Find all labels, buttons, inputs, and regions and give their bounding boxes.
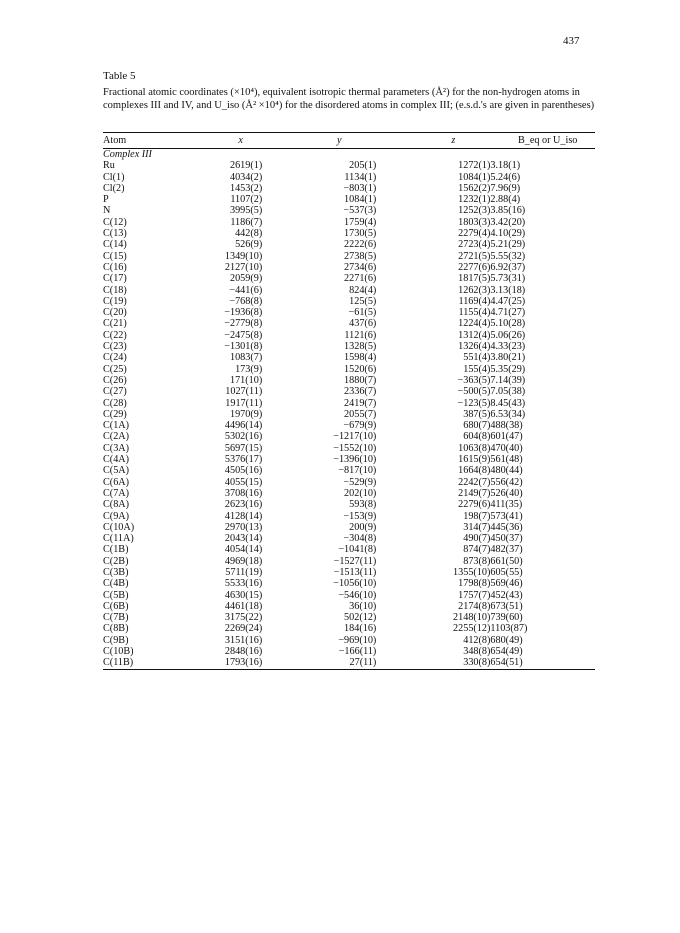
cell-z: 874(7) — [463, 544, 491, 556]
cell-b: 739(60) — [490, 612, 523, 624]
cell-y: 27(11) — [349, 657, 377, 669]
header-row — [103, 133, 595, 149]
cell-atom: C(22) — [103, 329, 127, 341]
cell-z: 1155(4) — [458, 307, 491, 319]
cell-atom: C(23) — [103, 341, 127, 353]
cell-b: 4.10(29) — [490, 228, 526, 240]
cell-atom: C(21) — [103, 318, 127, 330]
table-row — [103, 364, 595, 375]
cell-z: 1757(7) — [458, 589, 491, 601]
cell-x: 4505(16) — [224, 465, 263, 477]
cell-z: 155(4) — [463, 363, 491, 375]
cell-x: 5711(19) — [225, 566, 263, 578]
cell-x: 3151(16) — [224, 634, 263, 646]
cell-z: 1803(3) — [458, 216, 491, 228]
cell-y: −537(3) — [343, 205, 377, 217]
cell-z: 2279(6) — [458, 499, 491, 511]
header-z: z — [451, 135, 456, 146]
cell-atom: C(10A) — [103, 521, 135, 533]
cell-y: −61(5) — [348, 307, 377, 319]
cell-z: 604(8) — [463, 431, 491, 443]
cell-b: 411(35) — [490, 499, 523, 511]
cell-x: −1301(8) — [224, 341, 263, 353]
section-label: Complex III — [103, 149, 152, 160]
cell-z: 1232(1) — [458, 194, 491, 206]
table-row — [103, 556, 595, 567]
table-row — [103, 443, 595, 454]
cell-b: 7.96(9) — [490, 182, 521, 194]
table-row — [103, 341, 595, 352]
table-row — [103, 217, 595, 228]
cell-x: 2269(24) — [224, 623, 263, 635]
cell-atom: C(13) — [103, 228, 127, 240]
table-row — [103, 352, 595, 363]
cell-x: 4969(18) — [224, 555, 263, 567]
header-y: y — [337, 135, 342, 146]
table-row — [103, 590, 595, 601]
cell-y: −153(9) — [343, 510, 377, 522]
cell-b: 569(46) — [490, 578, 523, 590]
cell-atom: Ru — [103, 160, 115, 172]
cell-z: 1798(8) — [458, 578, 491, 590]
cell-atom: C(8A) — [103, 499, 130, 511]
cell-atom: C(20) — [103, 307, 127, 319]
cell-b: 526(40) — [490, 487, 523, 499]
cell-x: 4055(15) — [224, 476, 263, 488]
cell-atom: C(4B) — [103, 578, 129, 590]
table-row — [103, 511, 595, 522]
cell-atom: N — [103, 205, 111, 217]
table-row — [103, 488, 595, 499]
table-row — [103, 544, 595, 555]
cell-x: 173(9) — [235, 363, 263, 375]
cell-x: 2970(13) — [224, 521, 263, 533]
table-row — [103, 567, 595, 578]
cell-x: 2127(10) — [224, 261, 263, 273]
cell-z: 1169(4) — [458, 295, 491, 307]
cell-z: 2279(4) — [458, 228, 491, 240]
cell-y: 2734(6) — [344, 261, 377, 273]
cell-y: 1520(6) — [344, 363, 377, 375]
cell-z: 490(7) — [463, 533, 491, 545]
cell-y: 2336(7) — [344, 386, 377, 398]
cell-atom: C(29) — [103, 408, 127, 420]
cell-z: 348(8) — [463, 646, 491, 658]
cell-atom: C(17) — [103, 273, 127, 285]
table-row — [103, 183, 595, 194]
cell-b: 452(43) — [490, 589, 523, 601]
cell-b: 4.71(27) — [490, 307, 526, 319]
cell-atom: C(15) — [103, 250, 127, 262]
cell-y: −817(10) — [338, 465, 377, 477]
cell-atom: C(2A) — [103, 431, 130, 443]
cell-y: 1134(1) — [344, 171, 377, 183]
cell-atom: C(12) — [103, 216, 127, 228]
cell-z: 198(7) — [463, 510, 491, 522]
cell-b: 445(36) — [490, 521, 523, 533]
table-row — [103, 375, 595, 386]
cell-x: 1107(2) — [230, 194, 263, 206]
table-row — [103, 239, 595, 250]
cell-z: 1326(4) — [458, 341, 491, 353]
atomic-coordinates-table — [103, 132, 595, 670]
cell-z: −500(5) — [457, 386, 491, 398]
cell-y: 202(10) — [344, 487, 377, 499]
cell-z: 2242(7) — [458, 476, 491, 488]
cell-y: −969(10) — [338, 634, 377, 646]
cell-y: −1217(10) — [333, 431, 377, 443]
cell-atom: C(14) — [103, 239, 127, 251]
cell-z: 2174(8) — [458, 600, 491, 612]
cell-b: 5.06(26) — [490, 329, 526, 341]
cell-x: 2043(14) — [224, 533, 263, 545]
cell-x: 1186(7) — [230, 216, 263, 228]
cell-b: 605(55) — [490, 566, 523, 578]
table-row — [103, 398, 595, 409]
cell-atom: C(7A) — [103, 487, 130, 499]
cell-y: −679(9) — [343, 420, 377, 432]
cell-atom: C(8B) — [103, 623, 129, 635]
table-row — [103, 533, 595, 544]
cell-x: 171(10) — [229, 374, 263, 386]
cell-atom: C(28) — [103, 397, 127, 409]
cell-z: 1224(4) — [458, 318, 491, 330]
cell-x: 526(9) — [235, 239, 263, 251]
cell-b: 6.53(34) — [490, 408, 526, 420]
table-row — [103, 228, 595, 239]
cell-y: 2055(7) — [344, 408, 377, 420]
cell-b: 573(41) — [490, 510, 523, 522]
table-header — [103, 133, 595, 149]
cell-x: 3708(16) — [224, 487, 263, 499]
table-row — [103, 251, 595, 262]
table-row — [103, 409, 595, 420]
cell-z: 1252(3) — [458, 205, 491, 217]
cell-y: 1084(1) — [344, 194, 377, 206]
cell-z: 1615(9) — [458, 454, 491, 466]
cell-b: 654(49) — [490, 646, 523, 658]
table-row — [103, 318, 595, 329]
table-row — [103, 657, 595, 669]
header-b: B_eq or U_iso — [517, 135, 578, 146]
cell-atom: Cl(2) — [103, 182, 125, 194]
table-row — [103, 612, 595, 623]
cell-b: 4.47(25) — [490, 295, 526, 307]
cell-b: 561(48) — [490, 454, 523, 466]
cell-atom: C(6B) — [103, 600, 129, 612]
cell-x: −2475(8) — [224, 329, 263, 341]
cell-atom: C(3A) — [103, 442, 130, 454]
cell-b: 488(38) — [490, 420, 523, 432]
cell-atom: C(5B) — [103, 589, 129, 601]
table-row — [103, 454, 595, 465]
cell-x: 1970(9) — [229, 408, 263, 420]
cell-y: −529(9) — [343, 476, 377, 488]
table-body — [103, 149, 595, 670]
cell-atom: C(10B) — [103, 646, 134, 658]
cell-x: 4034(2) — [229, 171, 263, 183]
cell-y: 1759(4) — [344, 216, 377, 228]
cell-z: 1355(10) — [453, 566, 491, 578]
cell-atom: C(26) — [103, 374, 127, 386]
header-x: x — [238, 135, 243, 146]
cell-x: 442(8) — [235, 228, 263, 240]
cell-x: 3995(5) — [229, 205, 263, 217]
cell-b: 5.10(28) — [490, 318, 526, 330]
cell-x: 1453(2) — [229, 182, 263, 194]
cell-z: 551(4) — [463, 352, 491, 364]
page-number: 437 — [563, 35, 580, 47]
cell-z: 330(8) — [463, 657, 491, 669]
cell-z: 314(7) — [463, 521, 491, 533]
cell-x: 1793(16) — [224, 657, 263, 669]
table-row — [103, 635, 595, 646]
table-row — [103, 522, 595, 533]
cell-x: 5302(16) — [224, 431, 263, 443]
cell-y: 1880(7) — [344, 374, 377, 386]
table-label: Table 5 — [103, 70, 136, 82]
cell-z: 873(8) — [463, 555, 491, 567]
cell-y: 36(10) — [349, 600, 377, 612]
cell-b: 5.21(29) — [490, 239, 526, 251]
cell-atom: C(5A) — [103, 465, 130, 477]
cell-atom: C(27) — [103, 386, 127, 398]
cell-z: 1664(8) — [458, 465, 491, 477]
table-row — [103, 273, 595, 284]
cell-y: 1121(6) — [344, 329, 377, 341]
cell-b: 480(44) — [490, 465, 523, 477]
cell-atom: C(9A) — [103, 510, 130, 522]
cell-b: 673(51) — [490, 600, 523, 612]
cell-atom: C(4A) — [103, 454, 130, 466]
cell-y: 437(6) — [349, 318, 377, 330]
cell-x: 4496(14) — [224, 420, 263, 432]
table-row — [103, 262, 595, 273]
cell-z: 1272(1) — [458, 160, 491, 172]
cell-x: 2623(16) — [224, 499, 263, 511]
table-row — [103, 386, 595, 397]
cell-z: 1084(1) — [458, 171, 491, 183]
cell-atom: C(16) — [103, 261, 127, 273]
table-row — [103, 172, 595, 183]
table-row — [103, 499, 595, 510]
cell-b: 3.85(16) — [490, 205, 526, 217]
cell-z: 2723(4) — [458, 239, 491, 251]
cell-atom: C(11A) — [103, 533, 134, 545]
table-row — [103, 465, 595, 476]
cell-y: −1041(8) — [338, 544, 377, 556]
cell-y: −166(11) — [338, 646, 377, 658]
cell-atom: Cl(1) — [103, 171, 125, 183]
cell-z: 1817(5) — [458, 273, 491, 285]
cell-b: 3.80(21) — [490, 352, 526, 364]
cell-atom: C(6A) — [103, 476, 130, 488]
table-row — [103, 420, 595, 431]
cell-b: 680(49) — [490, 634, 523, 646]
cell-y: −1396(10) — [333, 454, 377, 466]
table-row — [103, 431, 595, 442]
cell-y: 824(4) — [349, 284, 377, 296]
cell-x: 2848(16) — [224, 646, 263, 658]
cell-atom: C(3B) — [103, 566, 129, 578]
cell-b: 450(37) — [490, 533, 523, 545]
cell-x: 2059(9) — [229, 273, 263, 285]
table-row — [103, 205, 595, 216]
table-row — [103, 477, 595, 488]
cell-b: 3.42(20) — [490, 216, 526, 228]
cell-b: 5.55(32) — [490, 250, 526, 262]
cell-b: 7.14(39) — [490, 374, 526, 386]
cell-y: −304(8) — [343, 533, 377, 545]
cell-y: 205(1) — [349, 160, 377, 172]
cell-atom: C(2B) — [103, 555, 129, 567]
cell-b: 6.92(37) — [490, 261, 526, 273]
table-row — [103, 307, 595, 318]
cell-x: 2619(1) — [229, 160, 263, 172]
cell-z: 387(5) — [463, 408, 491, 420]
cell-x: −2779(8) — [224, 318, 263, 330]
table-row — [103, 623, 595, 634]
cell-z: 2148(10) — [453, 612, 491, 624]
table-row — [103, 330, 595, 341]
table-row — [103, 296, 595, 307]
cell-atom: C(18) — [103, 284, 127, 296]
cell-y: 1730(5) — [344, 228, 377, 240]
cell-atom: C(9B) — [103, 634, 129, 646]
cell-b: 5.73(31) — [490, 273, 526, 285]
cell-x: 1083(7) — [229, 352, 263, 364]
cell-z: 2255(12) — [453, 623, 491, 635]
cell-x: 4054(14) — [224, 544, 263, 556]
cell-z: 680(7) — [463, 420, 491, 432]
cell-x: −441(6) — [229, 284, 263, 296]
table-row — [103, 194, 595, 205]
cell-z: 1063(8) — [458, 442, 491, 454]
cell-y: −546(10) — [338, 589, 377, 601]
cell-x: 1349(10) — [224, 250, 263, 262]
cell-b: 2.88(4) — [490, 194, 521, 206]
cell-y: 125(5) — [349, 295, 377, 307]
cell-x: 1027(11) — [225, 386, 263, 398]
cell-z: 412(8) — [463, 634, 491, 646]
cell-y: 593(8) — [349, 499, 377, 511]
cell-z: 1312(4) — [458, 329, 491, 341]
cell-x: 4461(18) — [224, 600, 263, 612]
cell-b: 3.13(18) — [490, 284, 526, 296]
cell-y: −1527(11) — [333, 555, 377, 567]
cell-x: 5376(17) — [224, 454, 263, 466]
cell-x: 4630(15) — [224, 589, 263, 601]
cell-b: 5.24(6) — [490, 171, 521, 183]
table-row — [103, 285, 595, 296]
cell-z: 2277(6) — [458, 261, 491, 273]
cell-x: 5697(15) — [224, 442, 263, 454]
cell-b: 470(40) — [490, 442, 523, 454]
cell-b: 3.18(1) — [490, 160, 521, 172]
cell-z: 1262(3) — [458, 284, 491, 296]
cell-b: 4.33(23) — [490, 341, 526, 353]
cell-y: 1598(4) — [344, 352, 377, 364]
cell-y: 2271(6) — [344, 273, 377, 285]
table-row — [103, 578, 595, 589]
cell-y: −1552(10) — [333, 442, 377, 454]
cell-y: 184(16) — [344, 623, 377, 635]
cell-y: 200(9) — [349, 521, 377, 533]
cell-atom: C(1B) — [103, 544, 129, 556]
table-row — [103, 646, 595, 657]
cell-b: 654(51) — [490, 657, 523, 669]
cell-x: 1917(11) — [225, 397, 263, 409]
cell-atom: C(1A) — [103, 420, 130, 432]
cell-x: −1936(8) — [224, 307, 263, 319]
cell-y: −803(1) — [343, 182, 377, 194]
cell-y: −1513(11) — [333, 566, 377, 578]
cell-atom: C(7B) — [103, 612, 129, 624]
cell-b: 482(37) — [490, 544, 523, 556]
cell-atom: C(24) — [103, 352, 127, 364]
cell-y: 502(12) — [344, 612, 377, 624]
cell-b: 7.05(38) — [490, 386, 526, 398]
section-row — [103, 149, 595, 161]
cell-z: −123(5) — [457, 397, 491, 409]
cell-z: 1562(2) — [458, 182, 491, 194]
header-atom: Atom — [103, 135, 127, 146]
cell-atom: C(25) — [103, 363, 127, 375]
cell-b: 5.35(29) — [490, 363, 526, 375]
cell-y: 2738(5) — [344, 250, 377, 262]
cell-y: 2222(6) — [344, 239, 377, 251]
cell-b: 8.45(43) — [490, 397, 526, 409]
cell-x: 4128(14) — [224, 510, 263, 522]
cell-y: 1328(5) — [344, 341, 377, 353]
cell-x: 5533(16) — [224, 578, 263, 590]
cell-y: −1056(10) — [333, 578, 377, 590]
table-row — [103, 601, 595, 612]
cell-z: 2721(5) — [458, 250, 491, 262]
cell-atom: C(19) — [103, 295, 127, 307]
cell-b: 1103(87) — [490, 623, 528, 635]
cell-b: 661(50) — [490, 555, 523, 567]
cell-y: 2419(7) — [344, 397, 377, 409]
cell-b: 556(42) — [490, 476, 523, 488]
cell-z: −363(5) — [457, 374, 491, 386]
table-caption: Fractional atomic coordinates (×10⁴), equivalent isotropic thermal parameters (Å²) for the non-hydrogen atoms in complexes III and IV, and U_iso (Å² ×10⁴) for the disordered atoms in complex III; (e.s.d.'s are given in parentheses) — [103, 87, 595, 111]
table-row — [103, 160, 595, 171]
cell-b: 601(47) — [490, 431, 523, 443]
cell-atom: C(11B) — [103, 657, 134, 669]
cell-x: −768(8) — [229, 295, 263, 307]
cell-x: 3175(22) — [224, 612, 263, 624]
cell-atom: P — [103, 194, 109, 206]
cell-z: 2149(7) — [458, 487, 491, 499]
